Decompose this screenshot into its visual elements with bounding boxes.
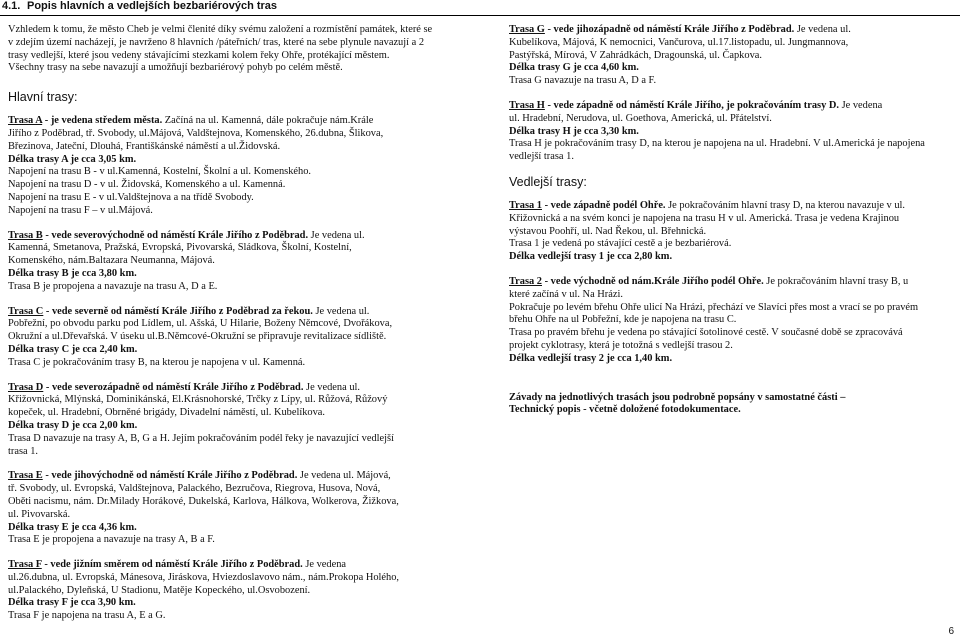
route-text: Je vedena ul. (794, 24, 851, 35)
route-line (509, 75, 953, 88)
footer-note-line: Technický popis - včetně doložené fotodokumentace. (509, 404, 741, 416)
route-line (8, 115, 456, 128)
route-text: kopeček, ul. Hradební, Obrněné brigády, Divadelní náměstí, ul. Kubelíkova. (8, 407, 326, 419)
route-line (8, 179, 456, 192)
route-line (509, 251, 953, 264)
main-routes-list (8, 115, 456, 623)
intro-line: trasy vedlejší, které jsou vedeny stávajícími stezkami kolem řeky Ohře, protékající městem. (8, 49, 390, 61)
route-text: Kubelíkova, Májová, K nemocnici, Vančurova, ul.17.listopadu, ul. Jungmannova, (509, 36, 849, 48)
route-text: Oběti nacismu, nám. Dr.Milady Horákové, Dukelská, Karlova, Hálkova, Wolkerova, Žižkova, (8, 495, 399, 507)
route-text: Křižovnická a na svém konci je napojena na trasu H v ul. Americká. Trasa je vedena Krajinou (509, 212, 900, 224)
route-text: Je vedena ul. (308, 229, 365, 241)
route-name: Trasa 2 (509, 275, 542, 287)
route-block-2 (509, 276, 953, 366)
route-text: výstavou Poohří, ul. Nad Řekou, ul. Břehnická. (509, 225, 707, 237)
route-text: ul.Palackého, Dyleňská, U Stadionu, Matěje Kopeckého, ul.Osvobození. (8, 584, 311, 596)
route-line (8, 394, 456, 407)
route-line (8, 255, 456, 268)
main-routes-continued (509, 24, 953, 164)
route-text: Pastýřská, Mírová, V Zahrádkách, Dragounská, ul. Čapkova. (509, 49, 762, 61)
route-block-f (8, 559, 456, 623)
route-line (8, 407, 456, 420)
route-name: Trasa A (8, 115, 43, 127)
route-line (8, 433, 456, 446)
route-text: ul. Pivovarská. (8, 508, 71, 520)
route-text: Březinova, Jateční, Dlouhá, Františkánské náměstí a ul.Židovská. (8, 140, 281, 152)
route-text: Trasa G navazuje na trasu A, D a F. (509, 75, 657, 87)
route-line (8, 318, 456, 331)
route-block-1 (509, 200, 953, 264)
footer-note (509, 392, 953, 418)
route-text: Je vedena (838, 99, 883, 111)
route-text: tř. Svobody, ul. Evropská, Valdštejnova, Palackého, Bezručova, Riegrova, Husova, Nová, (8, 483, 381, 495)
route-line (8, 496, 456, 509)
route-name: Trasa C (8, 305, 44, 317)
route-line (8, 230, 456, 243)
route-line (8, 610, 456, 623)
route-line (509, 238, 953, 251)
route-block-g (509, 24, 953, 88)
intro-line: Všechny trasy na sebe navazují a umožňují bezbariérový pohyb po celém městě. (8, 62, 343, 74)
route-line (509, 226, 953, 239)
route-line (8, 205, 456, 218)
intro-line: v zdejím území nacházejí, je navrženo 8 hlavních /páteřních/ tras, které na sebe plynule navazují a 2 (8, 36, 425, 48)
route-bold-text: - vede západně podél Ohře. (542, 199, 666, 211)
route-bold-text: Délka trasy B je cca 3,80 km. (8, 267, 137, 279)
route-text: Trasa po pravém břehu je vedena po stávající šotolinové cestě. V současné době se zpracovává (509, 327, 903, 339)
route-line (8, 470, 456, 483)
route-text: Napojení na trasu E - v ul.Valdštejnova a na třídě Svobody. (8, 191, 254, 203)
route-text: Křižovnická, Mlýnská, Dominikánská, El.Krásnohorské, Trčky z Lípy, ul. Růžová, Růžový (8, 394, 388, 406)
route-block-b (8, 230, 456, 294)
route-name: Trasa D (8, 381, 44, 393)
route-bold-text: Délka trasy E je cca 4,36 km. (8, 521, 137, 533)
route-bold-text: Délka vedlejší trasy 1 je cca 2,80 km. (509, 251, 673, 263)
route-line (8, 331, 456, 344)
route-name: Trasa H (509, 99, 545, 111)
route-text: Začíná na ul. Kamenná, dále pokračuje nám.Krále (162, 115, 374, 127)
route-line (8, 357, 456, 370)
route-line (8, 166, 456, 179)
route-line (8, 268, 456, 281)
route-bold-text: - je vedena středem města. (42, 115, 163, 127)
route-line (509, 113, 953, 126)
route-line (509, 138, 953, 151)
route-bold-text: Délka trasy H je cca 3,30 km. (509, 125, 639, 137)
side-routes-heading: Vedlejší trasy: (509, 174, 587, 189)
route-bold-text: - vede jižním směrem od náměstí Krále Jiřího z Poděbrad. (41, 559, 303, 571)
route-bold-text: Délka trasy F je cca 3,90 km. (8, 597, 136, 609)
intro-line: Vzhledem k tomu, že město Cheb je velmi členité díky svému založení a rozmístění památek, které se (8, 24, 433, 35)
route-line (509, 126, 953, 139)
route-line (509, 302, 953, 315)
route-line (8, 141, 456, 154)
route-line (509, 62, 953, 75)
route-bold-text: Délka trasy D je cca 2,00 km. (8, 419, 138, 431)
route-text: ul. Hradební, Nerudova, ul. Goethova, Americká, ul. Přátelství. (509, 112, 772, 124)
route-line (8, 306, 456, 319)
route-text: Trasa F je napojena na trasu A, E a G. (8, 610, 166, 622)
route-line (509, 314, 953, 327)
route-line (8, 509, 456, 522)
left-column (8, 24, 456, 623)
route-text: trasa 1. (8, 445, 39, 457)
route-line (8, 344, 456, 357)
route-line (509, 289, 953, 302)
route-bold-text: - vede severně od náměstí Krále Jiřího z Poděbrad za řekou. (43, 305, 313, 317)
route-line (509, 213, 953, 226)
route-bold-text: - vede východně od nám.Krále Jiřího podél Ohře. (542, 275, 764, 287)
route-line (8, 128, 456, 141)
route-line (8, 597, 456, 610)
route-block-e (8, 470, 456, 547)
route-line (8, 572, 456, 585)
route-text: Napojení na trasu B - v ul.Kamenná, Kostelní, Školní a ul. Komenského. (8, 166, 312, 178)
route-text: ul.26.dubna, ul. Evropská, Mánesova, Jiráskova, Hviezdoslavovo nám., nám.Prokopa Holého, (8, 571, 400, 583)
route-text: Je vedena (302, 559, 347, 571)
route-line (8, 522, 456, 535)
route-text: Je pokračováním hlavní trasy D, na kterou navazuje v ul. (665, 199, 906, 211)
route-line (509, 24, 953, 37)
header-rule (0, 15, 960, 16)
route-text: Je pokračováním hlavní trasy B, u (763, 275, 909, 287)
route-text: projekt cyklotrasy, která je totožná s vedlejší trasou 2. (509, 339, 733, 351)
route-block-c (8, 306, 456, 370)
route-name: Trasa F (8, 559, 42, 571)
route-line (8, 281, 456, 294)
route-line (8, 382, 456, 395)
route-text: Kamenná, Smetanova, Pražská, Evropská, Pivovarská, Sládkova, Školní, Kostelní, (8, 242, 352, 254)
route-bold-text: Délka trasy A je cca 3,05 km. (8, 153, 137, 165)
route-line (8, 154, 456, 167)
route-text: Okružní a ul.Dřevařská. V úseku ul.B.Němcové-Okružní se připravuje revitalizace sídliště. (8, 331, 387, 343)
route-text: Trasa 1 je vedená po stávající cestě a je bezbariérová. (509, 238, 732, 250)
route-block-d (8, 382, 456, 459)
section-title: Popis hlavních a vedlejších bezbariérových tras (27, 0, 278, 12)
route-bold-text: Délka trasy C je cca 2,40 km. (8, 343, 138, 355)
route-text: břehu Ohře na ul Pobřežní, kde je napojena na trasu C. (509, 314, 737, 326)
route-text: Je vedena ul. (312, 305, 370, 317)
route-text: Komenského, nám.Baltazara Neumanna, Májová. (8, 255, 215, 267)
route-bold-text: - vede jihovýchodně od náměstí Krále Jiřího z Poděbrad. (42, 470, 298, 482)
section-number: 4.1. (2, 0, 21, 12)
route-line (8, 483, 456, 496)
route-text: Trasa C je pokračováním trasy B, na kterou je napojena v ul. Kamenná. (8, 356, 306, 368)
intro-paragraph (8, 24, 456, 75)
route-line (509, 200, 953, 213)
route-line (8, 534, 456, 547)
side-routes-list (509, 200, 953, 366)
route-line (509, 353, 953, 366)
route-bold-text: - vede jihozápadně od náměstí Krále Jiřího z Poděbrad. (544, 24, 795, 35)
route-text: Jiřího z Poděbrad, tř. Svobody, ul.Májová, Valdštejnova, Komenského, 26.dubna, Šlikova, (8, 127, 384, 139)
route-line (8, 559, 456, 572)
route-line (509, 327, 953, 340)
route-text: Trasa H je pokračováním trasy D, na kterou je napojena na ul. Hradební. V ul.Americká je napojena (509, 138, 925, 150)
route-line (509, 340, 953, 353)
route-text: Trasa D navazuje na trasy A, B, G a H. Jejím pokračováním podél řeky je navazující vedlejší (8, 432, 394, 444)
route-text: Pokračuje po levém břehu Ohře ulicí Na Hrázi, přechází ve Slavíci přes most a vrací se po pravém (509, 301, 919, 313)
route-name: Trasa 1 (509, 199, 542, 211)
route-text: Je vedena ul. Májová, (297, 470, 391, 482)
route-bold-text: - vede severovýchodně od náměstí Krále Jiřího z Poděbrad. (42, 229, 309, 241)
route-bold-text: - vede severozápadně od náměstí Krále Jiřího z Poděbrad. (43, 381, 304, 393)
route-block-h (509, 100, 953, 164)
route-text: Napojení na trasu D - v ul. Židovská, Komenského a ul. Kamenná. (8, 179, 286, 191)
route-line (509, 50, 953, 63)
page-number: 6 (948, 626, 954, 637)
route-name: Trasa E (8, 470, 43, 482)
route-line (509, 37, 953, 50)
route-block-a (8, 115, 456, 217)
route-text: Je vedena ul. (303, 381, 361, 393)
route-text: vedlejší trasa 1. (509, 151, 574, 163)
route-line (8, 242, 456, 255)
route-bold-text: Délka trasy G je cca 4,60 km. (509, 62, 639, 74)
right-column (509, 24, 953, 417)
route-line (509, 276, 953, 289)
route-text: Napojení na trasu F – v ul.Májová. (8, 204, 153, 216)
route-bold-text: Délka vedlejší trasy 2 je cca 1,40 km. (509, 352, 673, 364)
route-text: které začíná v ul. Na Hrázi. (509, 288, 623, 300)
route-name: Trasa G (509, 24, 545, 35)
route-name: Trasa B (8, 229, 43, 241)
route-line (8, 446, 456, 459)
route-text: Pobřežní, po obvodu parku pod Lídlem, ul. Ašská, U Hilarie, Boženy Němcové, Dvořákova, (8, 318, 393, 330)
route-line (8, 585, 456, 598)
route-line (8, 420, 456, 433)
route-text: Trasa B je propojena a navazuje na trasu A, D a E. (8, 280, 218, 292)
route-line (509, 100, 953, 113)
route-line (8, 192, 456, 205)
route-line (509, 151, 953, 164)
footer-note-line: Závady na jednotlivých trasách jsou podrobně popsány v samostatné části – (509, 391, 846, 403)
main-routes-heading: Hlavní trasy: (8, 90, 78, 105)
route-bold-text: - vede západně od náměstí Krále Jiřího, je pokračováním trasy D. (544, 99, 839, 111)
route-text: Trasa E je propojena a navazuje na trasy A, B a F. (8, 534, 215, 546)
